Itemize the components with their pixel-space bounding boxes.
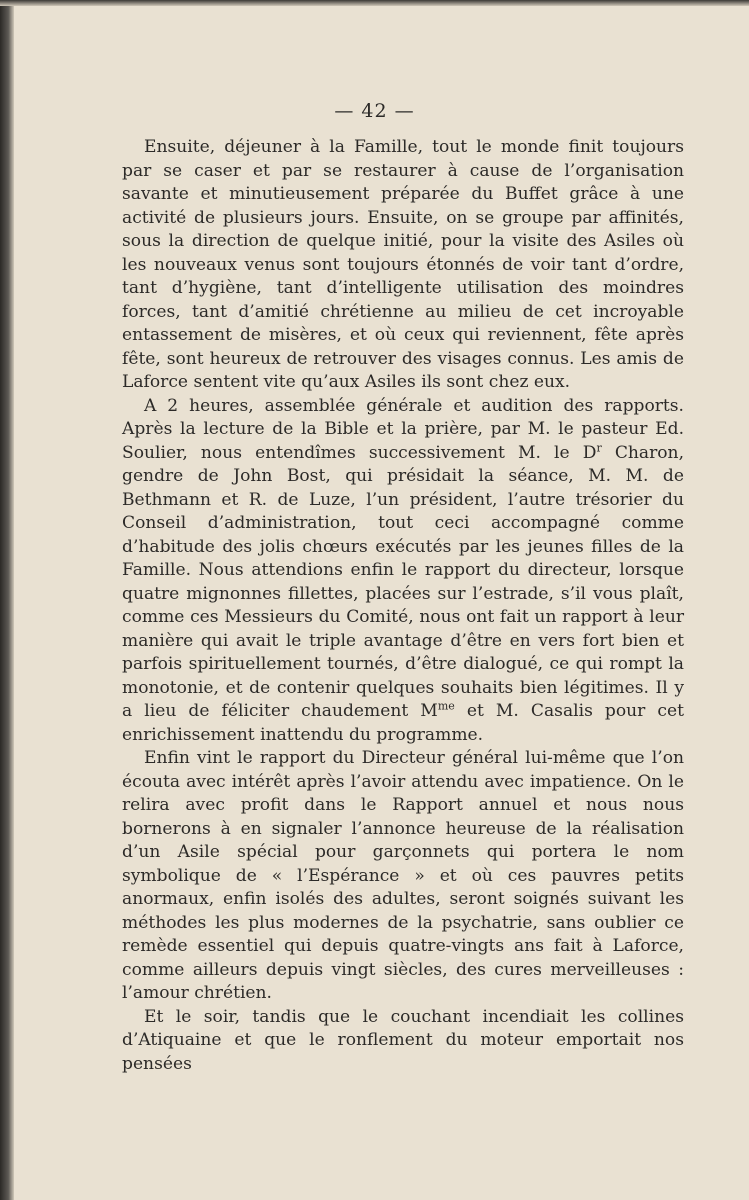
paragraph-2-part-1: A 2 heures, assemblée générale et audition des rapports. Après la lecture de la Bible et la prière, par M. le pasteur Ed. Soulier, nous entendîmes successivement M. le D (122, 395, 684, 463)
superscript-mme: me (437, 699, 455, 713)
superscript-dr: r (596, 440, 602, 454)
paragraph-2-part-2: Charon, gendre de John Bost, qui présidait la séance, M. M. de Bethmann et R. de Luze, l’un président, l’autre trésorier du Conseil d’administration, tout ceci accompagné comme d’habitude des jolis chœurs exécutés par les jeunes filles de la Famille. Nous attendions enfin le rapport du directeur, lorsque quatre mignonnes fillettes, placées sur l’estrade, s’il vous plaît, comme ces Messieurs du Comité, nous ont fait un rapport à leur manière qui avait le triple avantage d’être en vers fort bien et parfois spirituellement tournés, d’être dialogué, ce qui rompt la monotonie, et de contenir quelques souhaits bien légitimes. Il y a lieu de féliciter chaudement M (122, 442, 684, 721)
paragraph-1: Ensuite, déjeuner à la Famille, tout le monde finit toujours par se caser et par se restaurer à cause de l’organisation savante et minutieusement préparée du Buffet grâce à une activité de plusieurs jours. Ensuite, on se groupe par affinités, sous la direction de quelque initié, pour la visite des Asiles où les nouveaux venus sont toujours étonnés de voir tant d’ordre, tant d’hygiène, tant d’intelligente utilisation des moindres forces, tant d’amitié chrétienne au milieu de cet incroyable entassement de misères, et où ceux qui reviennent, fête après fête, sont heureux de retrouver des visages connus. Les amis de Laforce sentent vite qu’aux Asiles ils sont chez eux. (122, 137, 684, 392)
page-top-shadow (0, 0, 749, 6)
book-binding-shadow (0, 0, 14, 1200)
page-number: — 42 — (334, 100, 415, 122)
body-text (122, 136, 684, 1076)
paragraph-2-part-3: et M. Casalis pour cet enrichissement inattendu du programme. (122, 701, 684, 745)
paragraph-3: Enfin vint le rapport du Directeur général lui-même que l’on écouta avec intérêt après l’avoir attendu avec impatience. On le relira avec profit dans le Rapport annuel et nous nous bornerons à en signaler l’annonce heureuse de la réalisation d’un Asile spécial pour garçonnets qui portera le nom symbolique de « l’Espérance » et où ces pauvres petits anormaux, enfin isolés des adultes, seront soignés suivant les méthodes les plus modernes de la psychatrie, sans oublier ce remède essentiel qui depuis quatre-vingts ans fait à Laforce, comme ailleurs depuis vingt siècles, des cures merveilleuses : l’amour chrétien. (122, 748, 684, 1003)
paragraph-4: Et le soir, tandis que le couchant incendiait les collines d’Atiquaine et que le ronflement du moteur emportait nos pensées (122, 1006, 684, 1074)
paragraph-2 (122, 395, 684, 748)
